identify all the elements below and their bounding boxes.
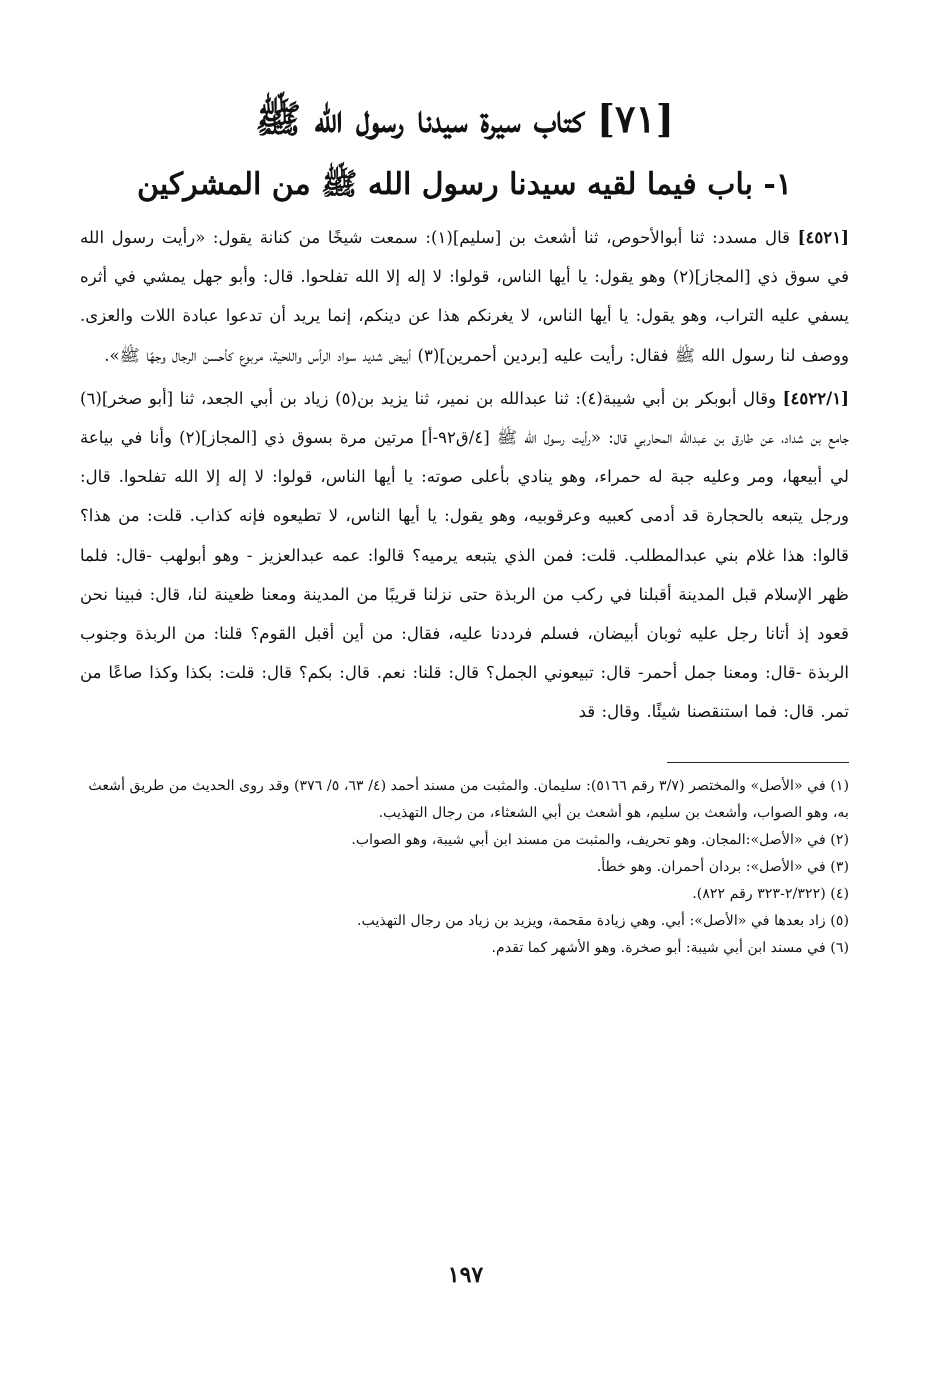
footnote-1: (١) في «الأصل» والمختصر (٣/٧ رقم ٥١٦٦): سليمان. والمثبت من مسند أحمد (٤/ ٦٣، ٥/ ٣٧٦) وقد روى الحديث من طريق أشعث به، وهو الصواب، وأشعث بن سليم، هو أشعث بن أبي الشعثاء، من رجال التهذيب. [88,777,849,821]
hadith-number: [٤٥٢١] [797,227,849,247]
footnote-4: (٤) (٢/٣٢٢-٣٢٣ رقم ٨٢٢). [692,885,849,902]
footnote-3: (٣) في «الأصل»: بردان أحمران. وهو خطأ. [596,858,849,875]
book-title: [٧١] كتاب سيرة سيدنا رسول الله ﷺ [255,96,674,141]
chapter-title: ١- باب فيما لقيه سيدنا رسول الله ﷺ من المشركين [137,167,792,202]
footnote-5: (٥) زاد بعدها في «الأصل»: أبي. وهي زيادة مقحمة، ويزيد بن زياد من رجال التهذيب. [357,912,849,929]
footnote-6: (٦) في مسند ابن أبي شيبة: أبو صخرة. وهو الأشهر كما تقدم. [491,939,849,956]
page-number: ١٩٧ [447,1262,484,1288]
footnotes [80,773,849,962]
footnote-2: (٢) في «الأصل»:المجان. وهو تحريف، والمثبت من مسند ابن أبي شيبة، وهو الصواب. [351,831,849,848]
hadith-text: قال مسدد: ثنا أبوالأحوص، ثنا أشعث بن [سليم](١): سمعت شيخًا من كنانة يقول: «رأيت رسول الله في سوق ذي [المجاز](٢) وهو يقول: يا أيها الناس، قولوا: لا إله إلا الله تفلحوا. قال: وأبو جهل يمشي في أثره يسفي عليه التراب، وهو يقول: يا أيها الناس، لا يغرنكم هذا عن دينكم، إنما يريد أن تدعوا عبادة اللات والعزى. ووصف لنا رسول الله ﷺ فقال: رأيت عليه [بردين أحمرين](٣) أبيض شديد سواد الرأس واللحية، مربوع كأحسن الرجال وجهًا ﷺ». [80,228,849,365]
hadith-4522 [80,379,849,732]
footnote-divider [667,762,849,763]
hadith-text: وقال أبوبكر بن أبي شيبة(٤): ثنا عبدالله بن نمير، ثنا يزيد بن(٥) زياد بن أبي الجعد، ثنا [أبو صخر](٦) جامع بن شداد، عن طارق بن عبدالله المحاربي قال: «رأيت رسول الله ﷺ [٤/ق٩٢-أ] مرتين مرة بسوق ذي [المجاز](٢) وأنا في بياعة لي أبيعها، ومر وعليه جبة له حمراء، وهو ينادي بأعلى صوته: يا أيها الناس، قولوا: لا إله إلا الله تفلحوا. قال: ورجل يتبعه بالحجارة قد أدمى كعبيه وعرقوبيه، وهو يقول: يا أيها الناس، لا تطيعوه فإنه كذاب. قلت: من هذا؟ قالوا: هذا غلام بني عبدالمطلب. قلت: فمن الذي يتبعه يرميه؟ قالوا: عمه عبدالعزيز - وهو أبولهب -قال: فلما ظهر الإسلام قبل المدينة أقبلنا في ركب من الربذة حتى نزلنا قريبًا من المدينة ومعنا ظعينة لنا، قال: فبينا نحن قعود إذ أتانا رجل عليه ثوبان أبيضان، فسلم فرددنا عليه، فقال: من أين أقبل القوم؟ قلنا: من الربذة وجنوب الربذة -قال: ومعنا جمل أحمر- قال: تبيعوني الجمل؟ قال: قلنا: نعم. قال: بكم؟ قال: قلت: بكذا وكذا صاعًا من تمر. قال: فما استنقصنا شيئًا. وقال: قد [80,388,849,722]
hadith-4521 [80,218,849,375]
hadith-number: [٤٥٢٢/١] [782,387,849,408]
